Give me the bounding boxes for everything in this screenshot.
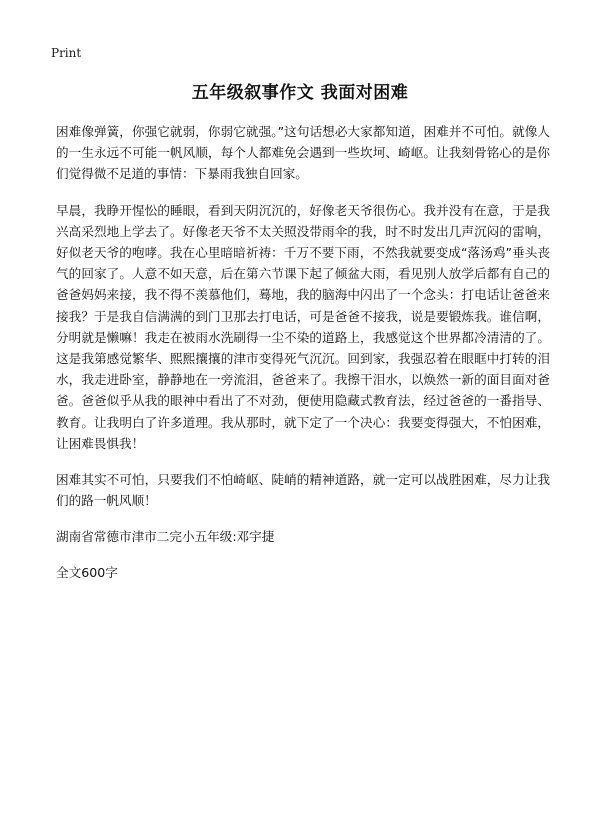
paragraph-intro: 困难像弹簧，你强它就弱，你弱它就强。”这句话想必大家都知道，困难并不可怕。就像人的一生永远不可能一帆风顺，每个人都难免会遇到一些坎坷、崎岖。让我刻骨铭心的是你们觉得微不足道的事情：下暴雨我独自回家。 bbox=[56, 124, 550, 182]
article-title: 五年级叙事作文 我面对困难 bbox=[191, 83, 409, 103]
paragraph-story: 早晨，我睁开惺忪的睡眼，看到天阴沉沉的，好像老天爷很伤心。我并没有在意，于是我兴高采烈地上学去了。好像老天爷不太关照没带雨伞的我，时不时发出几声沉闷的雷响，好似老天爷的咆哮。我在心里暗暗祈祷：千万不要下雨，不然我就要变成“落汤鸡”垂头丧气的回家了。人意不如天意，后在第六节课下起了倾盆大雨，看见别人放学后都有自己的爸爸妈妈来接，我不得不羡慕他们，蓦地，我的脑海中闪出了一个念头：打电话让爸爸来接我？于是我自信满满的到门卫那去打电话，可是爸爸不接我，说是要锻炼我。谁信啊，分明就是懒嘛！我走在被雨水洗刷得一尘不染的道路上，我感觉这个世界都冷清清的了。这是我第感觉繁华、熙熙攘攘的津市变得死气沉沉。回到家，我强忍着在眼眶中打转的泪水，我走进卧室，静静地在一旁流泪，爸爸来了。我擦干泪水，以焕然一新的面目面对爸爸。爸爸似乎从我的眼神中看出了不对劲，便使用隐藏式教育法，经过爸爸的一番指导、教育。让我明白了许多道理。我从那时，就下定了一个决心：我要变得强大，不怕困难，让困难畏惧我！ bbox=[56, 202, 550, 451]
author-line: 湖南省常德市津市二完小五年级:邓宇捷 bbox=[56, 529, 275, 545]
word-count: 全文600字 bbox=[56, 565, 118, 581]
paragraph-conclusion: 困难其实不可怕，只要我们不怕崎岖、陡峭的精神道路，就一定可以战胜困难，尽力让我们的路一帆风顺！ bbox=[56, 472, 550, 509]
article-body bbox=[56, 121, 550, 583]
print-link[interactable]: Print bbox=[51, 46, 82, 60]
